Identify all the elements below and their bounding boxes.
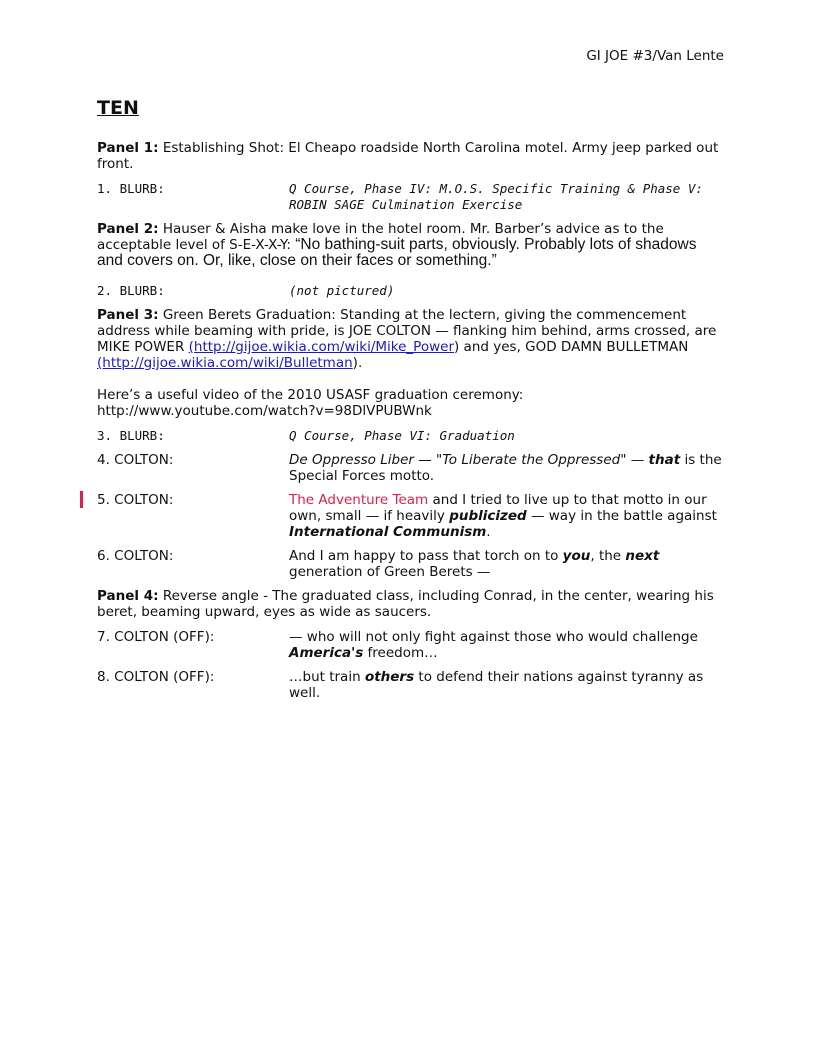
colton-7-text-c: freedom… <box>363 645 438 661</box>
panel-2-quote: “No bathing-suit parts, obviously. Probably lots of shadows and covers on. Or, like, close on their faces or something.” <box>97 236 697 269</box>
blurb-1-speaker: 1. BLURB: <box>97 181 165 196</box>
colton-8-speaker: 8. COLTON (OFF): <box>97 669 215 685</box>
colton-5-emphasis-b: International Communism <box>289 524 487 540</box>
colton-5-dialogue <box>289 492 727 540</box>
colton-7-emphasis: America's <box>289 645 364 661</box>
panel-4-label: Panel 4: <box>97 588 159 604</box>
colton-5-highlight: The Adventure Team <box>289 492 429 508</box>
panel-2-text: Hauser & Aisha make love in the hotel room. Mr. Barber’s advice as to the acceptable level of S-E-X-X-Y: <box>97 221 664 253</box>
bulletman-link[interactable]: (http://gijoe.wikia.com/wiki/Bulletman <box>97 355 353 371</box>
panel-3-text-b: ) and yes, GOD DAMN BULLETMAN <box>454 339 689 355</box>
colton-5-text-e: . <box>486 524 491 540</box>
colton-4-motto: De Oppresso Liber — "To Liberate the Oppressed" <box>289 452 627 468</box>
page-title: TEN <box>97 97 139 119</box>
blurb-1-text: Q Course, Phase IV: M.O.S. Specific Training & Phase V: ROBIN SAGE Culmination Exercise <box>289 181 703 212</box>
colton-4-dialogue <box>289 452 727 484</box>
panel-3-text-a: Green Berets Graduation: Standing at the lectern, giving the commencement address while beaming with pride, is JOE COLTON — flanking him behind, arms crossed, are MIKE POWER <box>97 307 717 355</box>
colton-8-dialogue <box>289 669 727 701</box>
panel-3-text-c: ). <box>352 355 363 371</box>
colton-8-text-a: …but train <box>289 669 365 685</box>
panel-4-text: Reverse angle - The graduated class, including Conrad, in the center, wearing his beret, beaming upward, eyes as wide as saucers. <box>97 588 714 620</box>
colton-5-speaker: 5. COLTON: <box>97 492 174 508</box>
panel-2-label: Panel 2: <box>97 221 159 237</box>
panel-1-description <box>97 140 725 172</box>
colton-8-emphasis: others <box>364 669 415 685</box>
colton-7-dialogue <box>289 629 727 661</box>
colton-6-text-c: , the <box>590 548 626 564</box>
colton-6-dialogue <box>289 548 727 580</box>
colton-4-emphasis: that <box>648 452 681 468</box>
blurb-3-speaker: 3. BLURB: <box>97 428 165 443</box>
colton-6-text-a: And I am happy to pass that torch on to <box>289 548 563 564</box>
colton-4-speaker: 4. COLTON: <box>97 452 174 468</box>
revision-marker <box>80 491 83 508</box>
colton-5-emphasis-a: publicized <box>449 508 527 524</box>
video-note: Here’s a useful video of the 2010 USASF graduation ceremony: http://www.youtube.com/watch?v=98DlVPUBWnk <box>97 387 524 419</box>
panel-3-label: Panel 3: <box>97 307 159 323</box>
colton-8-text-c: to defend their nations against tyranny as well. <box>289 669 704 701</box>
panel-3-description <box>97 307 725 371</box>
panel-2-description <box>97 221 725 269</box>
panel-1-text: Establishing Shot: El Cheapo roadside North Carolina motel. Army jeep parked out front. <box>97 140 719 172</box>
mike-power-link[interactable]: (http://gijoe.wikia.com/wiki/Mike_Power <box>188 339 454 355</box>
colton-4-dash: — <box>626 452 649 468</box>
colton-6-emphasis-a: you <box>562 548 591 564</box>
colton-6-speaker: 6. COLTON: <box>97 548 174 564</box>
colton-6-text-e: generation of Green Berets — <box>289 564 491 580</box>
blurb-2-text: (not pictured) <box>289 283 395 298</box>
colton-7-text-a: — who will not only fight against those who would challenge <box>289 629 698 645</box>
panel-1-label: Panel 1: <box>97 140 159 156</box>
colton-4-rest: is the Special Forces motto. <box>289 452 722 484</box>
page-header: GI JOE #3/Van Lente <box>586 48 724 64</box>
colton-7-speaker: 7. COLTON (OFF): <box>97 629 215 645</box>
blurb-2-speaker: 2. BLURB: <box>97 283 165 298</box>
colton-6-emphasis-b: next <box>625 548 660 564</box>
blurb-3-text: Q Course, Phase VI: Graduation <box>289 428 515 443</box>
panel-4-description <box>97 588 725 620</box>
colton-5-text-a: and I tried to live up to that motto in our own, small — if heavily <box>289 492 707 524</box>
colton-5-text-c: — way in the battle against <box>526 508 717 524</box>
